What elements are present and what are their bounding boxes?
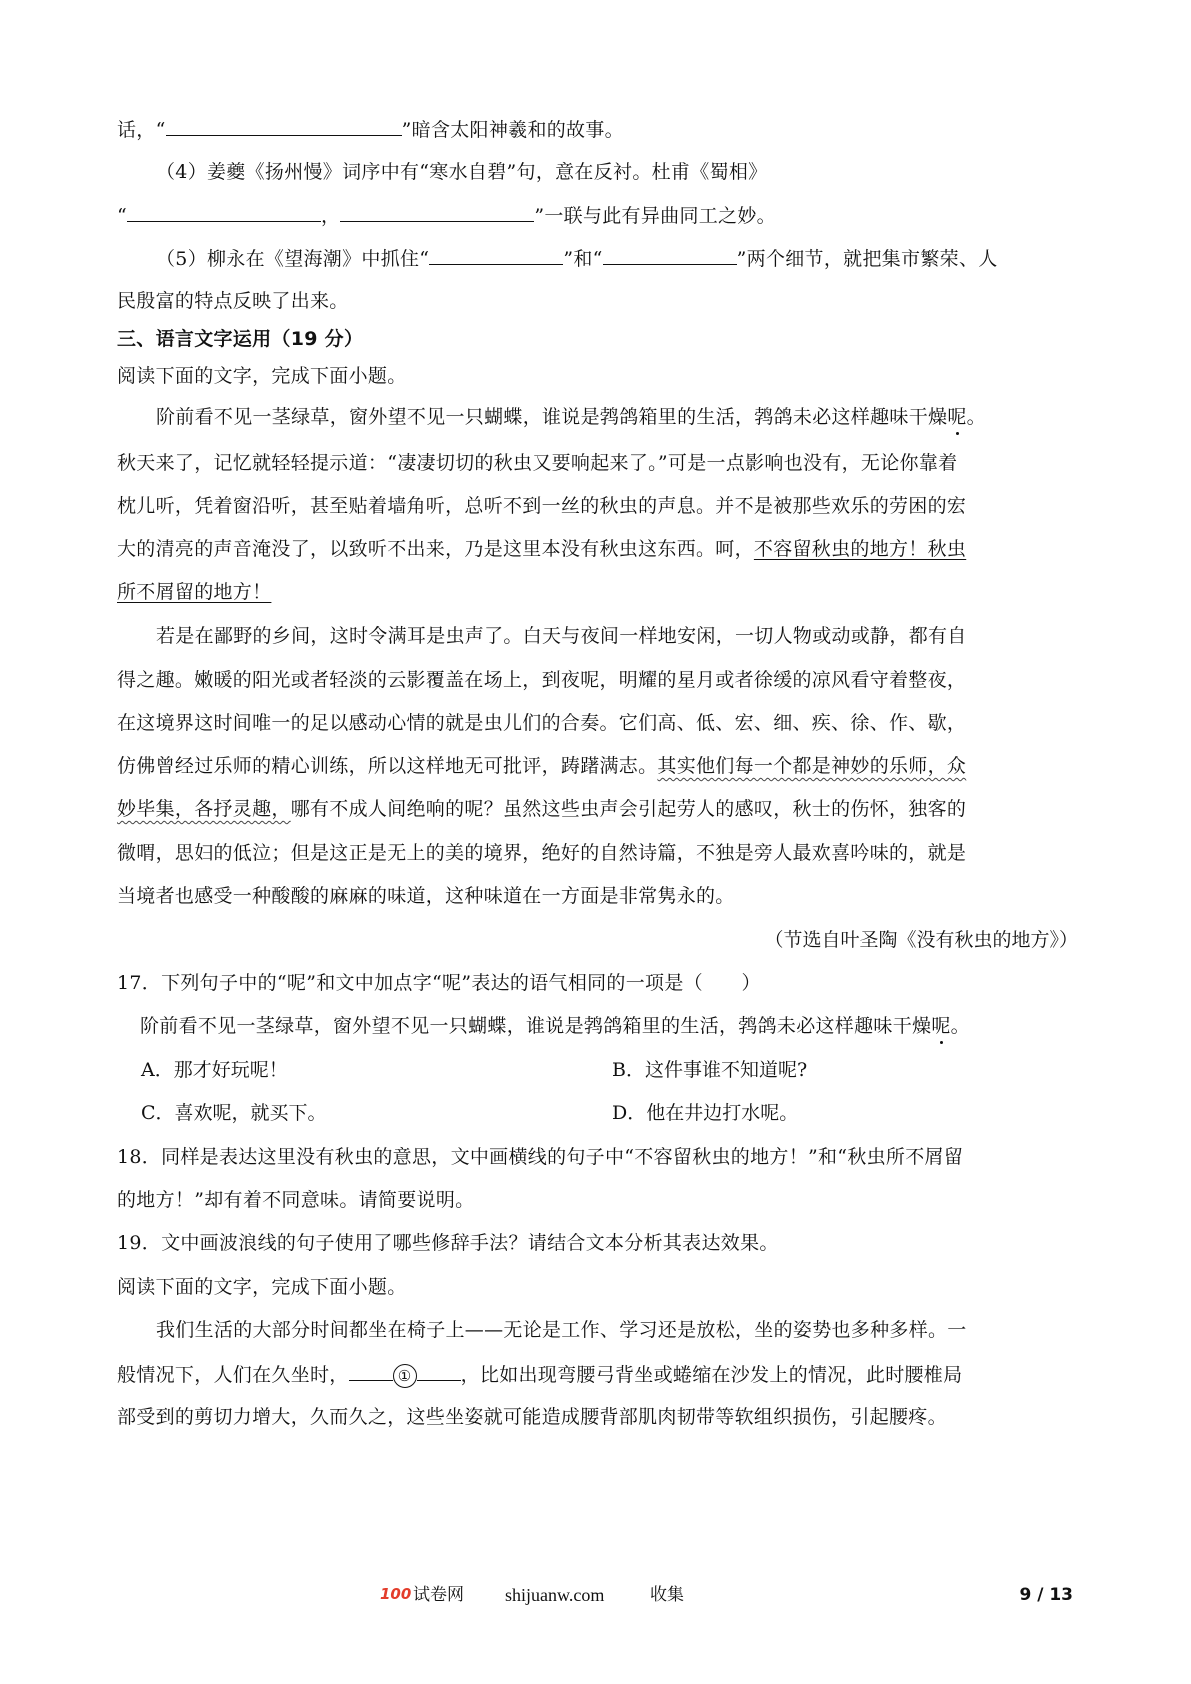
passage-text: 仿佛曾经过乐师的精心训练，所以这样地无可批评，踌躇满志。 — [117, 755, 658, 777]
passage2-line: 我们生活的大部分时间都坐在椅子上——无论是工作、学习还是放松，坐的姿势也多种多样。一 — [156, 1319, 967, 1341]
section-heading: 三、语言文字运用（19 分） — [117, 328, 364, 350]
q17-stem: 17．下列句子中的“呢”和文中加点字“呢”表达的语气相同的一项是（ ） — [117, 972, 761, 994]
q16-part5-line1 — [156, 246, 998, 271]
dotted-char: 呢 — [947, 406, 967, 428]
q16-part4-line2 — [117, 203, 776, 228]
q16-part3-text-b: ”暗含太阳神羲和的故事。 — [401, 119, 624, 141]
answer-blank — [340, 203, 534, 222]
q16-part3-line — [117, 117, 624, 142]
answer-blank — [603, 246, 737, 265]
passage-line: 当境者也感受一种酸酸的麻麻的味道，这种味道在一方面是非常隽永的。 — [117, 885, 735, 907]
section2-instruction: 阅读下面的文字，完成下面小题。 — [117, 1276, 407, 1298]
passage-line: 枕儿听，凭着窗沿听，甚至贴着墙角听，总听不到一丝的秋虫的声息。并不是被那些欢乐的劳困的宏 — [117, 495, 967, 517]
answer-blank — [127, 203, 321, 222]
passage-line — [117, 754, 966, 778]
q16-part5-text-b: ”和“ — [563, 248, 603, 270]
passage-line: 微喟，思妇的低泣；但是这正是无上的美的境界，绝好的自然诗篇，不独是旁人最欢喜吟味的，就是 — [117, 842, 967, 864]
fill-blank-right — [417, 1362, 461, 1381]
site-url[interactable]: shijuanw.com — [505, 1585, 605, 1605]
passage2-line: 部受到的剪切力增大，久而久之，这些坐姿就可能造成腰背部肌肉韧带等软组织损伤，引起腰疼。 — [117, 1406, 947, 1428]
passage-line — [156, 405, 986, 429]
wavy-underlined-sentence: 其实他们每一个都是神妙的乐师，众 — [657, 755, 967, 777]
q18-stem-line2: 的地方！”却有着不同意味。请简要说明。 — [117, 1189, 475, 1211]
q16-part3-text-a: 话，“ — [117, 119, 166, 141]
underlined-sentence: 所不屑留的地方！ — [117, 581, 272, 603]
passage2-text: ，比如出现弯腰弓背坐或蜷缩在沙发上的情况，此时腰椎局 — [460, 1364, 963, 1386]
answer-blank — [429, 246, 563, 265]
site-logo: 100 — [380, 1585, 412, 1603]
answer-blank — [166, 117, 402, 136]
passage-line — [117, 797, 966, 821]
passage2-line — [117, 1362, 962, 1388]
passage-line: 秋天来了，记忆就轻轻提示道：“凄凄切切的秋虫又要响起来了。”可是一点影响也没有，无论你靠着 — [117, 452, 958, 474]
q16-part4-text-b: ， — [321, 205, 341, 227]
q17-option-a[interactable]: A．那才好玩呢！ — [141, 1059, 288, 1081]
q17-option-b[interactable]: B．这件事谁不知道呢? — [612, 1059, 808, 1081]
page-footer — [0, 1583, 1191, 1613]
passage-line: 在这境界这时间唯一的足以感动心情的就是虫儿们的合奏。它们高、低、宏、细、疾、徐、作、歇， — [117, 712, 967, 734]
wavy-underlined-sentence: 妙毕集，各抒灵趣， — [117, 798, 291, 820]
quote-text: 阶前看不见一茎绿草，窗外望不见一只蝴蝶，谁说是鹁鸽箱里的生活，鹁鸽未必这样趣味干燥 — [140, 1015, 932, 1037]
q17-option-c[interactable]: C．喜欢呢，就买下。 — [141, 1102, 327, 1124]
q16-part4-text-a: “ — [117, 205, 128, 227]
underlined-sentence: 不容留秋虫的地方！秋虫 — [753, 538, 967, 560]
collect-label: 收集 — [650, 1585, 684, 1605]
passage-line — [117, 580, 271, 604]
q18-stem-line1: 18．同样是表达这里没有秋虫的意思，文中画横线的句子中“不容留秋虫的地方！”和“秋虫所不屑留 — [117, 1146, 964, 1168]
q16-part5-text-a: （5）柳永在《望海潮》中抓住“ — [156, 248, 430, 270]
passage-line: 若是在鄙野的乡间，这时令满耳是虫声了。白天与夜间一样地安闲，一切人物或动或静，都有自 — [156, 625, 967, 647]
passage-text: 哪有不成人间绝响的呢？虽然这些虫声会引起劳人的感叹，秋士的伤怀，独客的 — [290, 798, 967, 820]
section-instruction: 阅读下面的文字，完成下面小题。 — [117, 365, 407, 387]
q17-quote — [140, 1014, 970, 1038]
q16-part4-text-c: ”一联与此有异曲同工之妙。 — [534, 205, 776, 227]
q17-option-d[interactable]: D．他在井边打水呢。 — [612, 1102, 799, 1124]
passage-source: （节选自叶圣陶《没有秋虫的地方》） — [764, 929, 1078, 951]
q19-stem: 19．文中画波浪线的句子使用了哪些修辞手法？请结合文本分析其表达效果。 — [117, 1232, 779, 1254]
q16-part4-line1: （4）姜夔《扬州慢》词序中有“寒水自碧”句，意在反衬。杜甫《蜀相》 — [156, 161, 768, 183]
passage-line: 得之趣。嫩暖的阳光或者轻淡的云影覆盖在场上，到夜呢，明耀的星月或者徐缓的凉风看守着整夜， — [117, 669, 967, 691]
site-name: 试卷网 — [413, 1585, 464, 1605]
dotted-char: 呢 — [931, 1015, 951, 1037]
passage-text: 。 — [966, 406, 986, 428]
q16-part5-text-c: ”两个细节，就把集市繁荣、人 — [736, 248, 998, 270]
passage-line — [117, 537, 966, 561]
passage-text: 阶前看不见一茎绿草，窗外望不见一只蝴蝶，谁说是鹁鸽箱里的生活，鹁鸽未必这样趣味干燥 — [156, 406, 948, 428]
quote-text: 。 — [950, 1015, 970, 1037]
fill-blank-left — [349, 1362, 393, 1381]
blank-number-marker: ① — [393, 1364, 417, 1388]
page-number: 9 / 13 — [1019, 1585, 1073, 1605]
passage-text: 大的清亮的声音淹没了，以致听不出来，乃是这里本没有秋虫这东西。呵， — [117, 538, 754, 560]
passage2-text: 般情况下，人们在久坐时， — [117, 1364, 349, 1386]
q16-part5-line2: 民殷富的特点反映了出来。 — [117, 290, 349, 312]
